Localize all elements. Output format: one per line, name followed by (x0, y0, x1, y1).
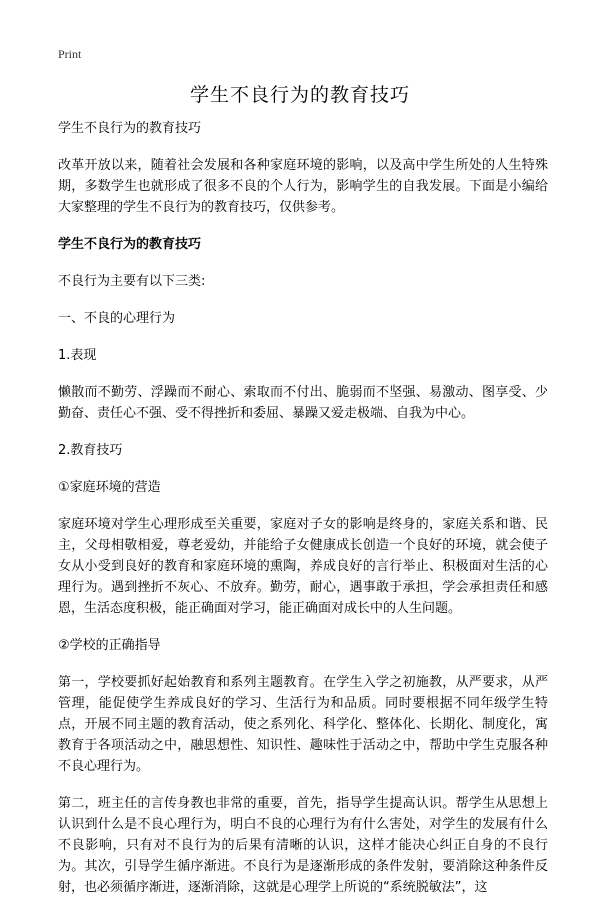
intro-paragraph: 改革开放以来，随着社会发展和各种家庭环境的影响，以及高中学生所处的人生特殊期，多数学生也就形成了很多不良的个人行为，影响学生的自我发展。下面是小编给大家整理的学生不良行为的教育技巧，仅供参考。 (58, 158, 548, 215)
section-heading: 学生不良行为的教育技巧 (58, 237, 202, 252)
categories-intro: 不良行为主要有以下三类: (58, 274, 206, 289)
category-heading: 一、不良的心理行为 (58, 311, 176, 326)
family-paragraph: 家庭环境对学生心理形成至关重要，家庭对子女的影响是终身的，家庭关系和谐、民主，父母相敬相爱，尊老爱幼，并能给子女健康成长创造一个良好的环境，就会使子女从小受到良好的教育和家庭环境的熏陶，养成良好的言行举止、积极面对生活的心理行为。遇到挫折不灰心、不放弃。勤劳，耐心，遇事敢于承担，学会承担责任和感恩，生活态度积极，能正确面对学习，能正确面对成长中的人生问题。 (58, 517, 548, 616)
manifestation-paragraph: 懒散而不勤劳、浮躁而不耐心、索取而不付出、脆弱而不坚强、易激动、图享受、少勤奋、责任心不强、受不得挫折和委屈、暴躁又爱走极端、自我为中心。 (58, 385, 548, 421)
school-paragraph-2: 第二，班主任的言传身教也非常的重要，首先，指导学生提高认识。帮学生从思想上认识到什么是不良心理行为，明白不良的心理行为有什么害处，对学生的发展有什么不良影响，只有对不良行为的后果有清晰的认识，这样才能决心纠正自身的不良行为。其次，引导学生循序渐进。不良行为是逐渐形成的条件发射，要消除这种条件反射，也必须循序渐进，逐渐消除，这就是心理学上所说的“系统脱敏法”，这 (58, 796, 548, 895)
subheading-school: ②学校的正确指导 (58, 638, 161, 653)
subheading-family: ①家庭环境的营造 (58, 480, 161, 495)
subheading-techniques: 2.教育技巧 (58, 443, 123, 458)
document-title: 学生不良行为的教育技巧 (189, 84, 410, 106)
school-paragraph-1: 第一，学校要抓好起始教育和系列主题教育。在学生入学之初施教，从严要求，从严管理，能促使学生养成良好的学习、生活行为和品质。同时要根据不同年级学生特点，开展不同主题的教育活动，使之系列化、科学化、整体化、长期化、制度化，寓教育于各项活动之中，融思想性、知识性、趣味性于活动之中，帮助中学生克服各种不良心理行为。 (58, 675, 548, 774)
subheading-manifestation: 1.表现 (58, 348, 97, 363)
print-label: Print (58, 47, 82, 61)
subtitle-paragraph: 学生不良行为的教育技巧 (58, 121, 202, 136)
document-body (58, 118, 548, 914)
